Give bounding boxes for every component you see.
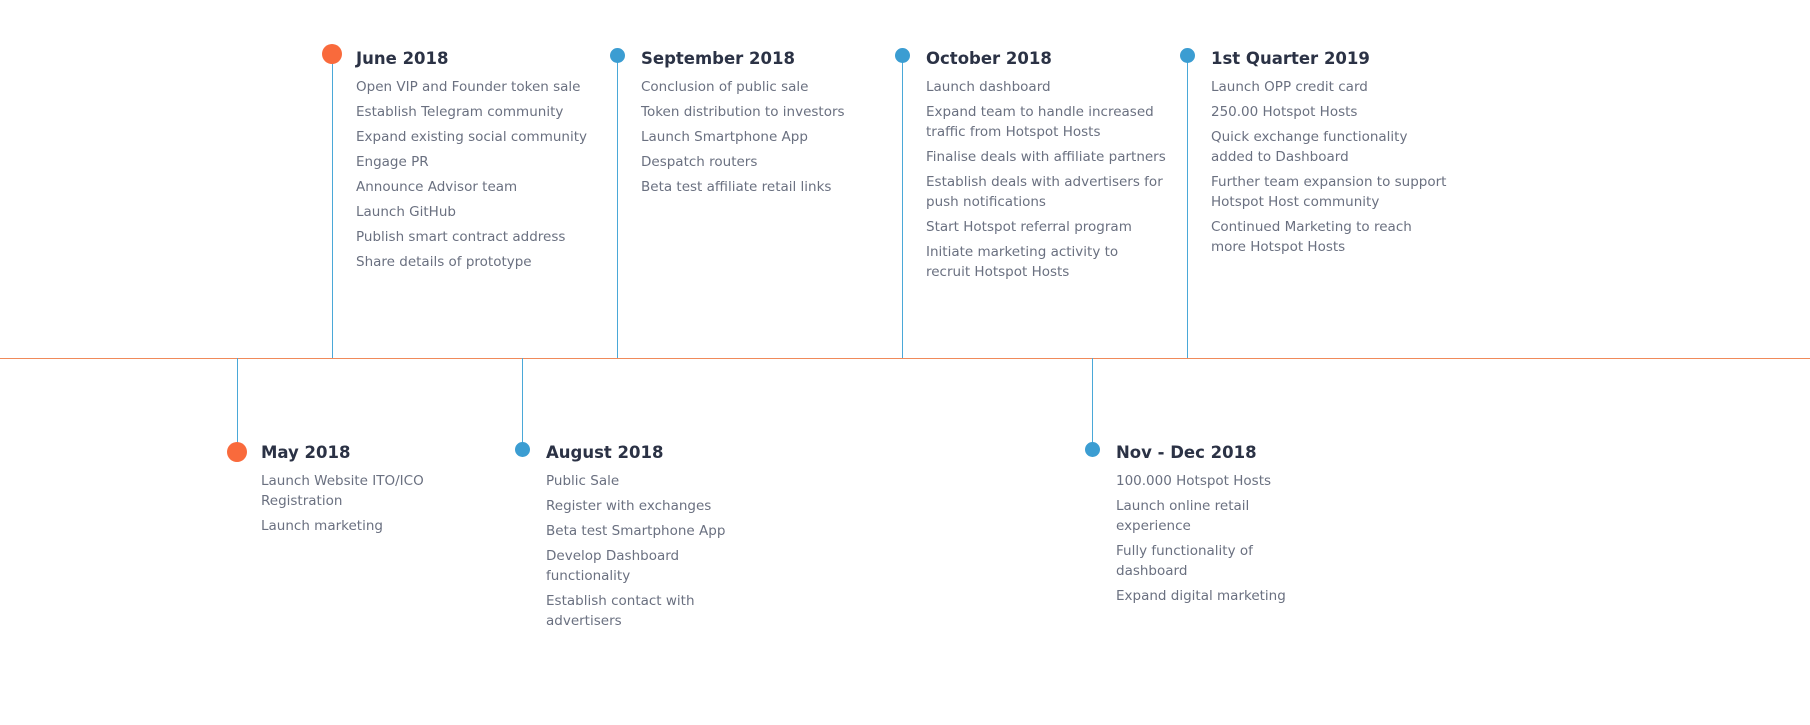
milestone-title: September 2018 bbox=[641, 49, 795, 68]
milestone-item: Continued Marketing to reach more Hotspot Hosts bbox=[1211, 219, 1412, 255]
milestone-september-2018 bbox=[641, 48, 881, 202]
milestone-item: Establish deals with advertisers for push notifications bbox=[926, 174, 1163, 210]
milestone-item: 250.00 Hotspot Hosts bbox=[1211, 104, 1358, 120]
milestone-item-list bbox=[1211, 77, 1451, 257]
milestone-title: October 2018 bbox=[926, 49, 1052, 68]
milestone-dot-october-2018 bbox=[895, 48, 910, 63]
stem-nov-dec-2018 bbox=[1092, 358, 1093, 450]
milestone-item: Launch marketing bbox=[261, 518, 383, 534]
milestone-item: Register with exchanges bbox=[546, 498, 712, 514]
milestone-item: Start Hotspot referral program bbox=[926, 219, 1132, 235]
milestone-item: Further team expansion to support Hotspot Host community bbox=[1211, 174, 1447, 210]
milestone-item: Public Sale bbox=[546, 473, 620, 489]
milestone-item-list bbox=[641, 77, 881, 197]
milestone-dot-june-2018 bbox=[322, 44, 342, 64]
milestone-item: Launch GitHub bbox=[356, 204, 456, 220]
milestone-title: May 2018 bbox=[261, 443, 351, 462]
timeline-axis bbox=[0, 358, 1810, 359]
milestone-item: Beta test Smartphone App bbox=[546, 523, 726, 539]
milestone-item: Expand existing social community bbox=[356, 129, 587, 145]
milestone-item-list bbox=[261, 471, 441, 536]
milestone-item: Despatch routers bbox=[641, 154, 758, 170]
stem-september-2018 bbox=[617, 60, 618, 358]
milestone-dot-august-2018 bbox=[515, 442, 530, 457]
milestone-item: Quick exchange functionality added to Dashboard bbox=[1211, 129, 1408, 165]
milestone-1st-quarter-2019 bbox=[1211, 48, 1451, 262]
milestone-item: Fully functionality of dashboard bbox=[1116, 543, 1253, 579]
milestone-dot-1st-quarter-2019 bbox=[1180, 48, 1195, 63]
milestone-title: August 2018 bbox=[546, 443, 664, 462]
stem-may-2018 bbox=[237, 358, 238, 452]
milestone-dot-nov-dec-2018 bbox=[1085, 442, 1100, 457]
milestone-item-list bbox=[926, 77, 1166, 282]
milestone-october-2018 bbox=[926, 48, 1166, 287]
milestone-item: Launch Smartphone App bbox=[641, 129, 808, 145]
milestone-item: Establish Telegram community bbox=[356, 104, 564, 120]
stem-august-2018 bbox=[522, 358, 523, 450]
milestone-item: 100.000 Hotspot Hosts bbox=[1116, 473, 1272, 489]
milestone-item: Launch OPP credit card bbox=[1211, 79, 1368, 95]
milestone-item: Expand team to handle increased traffic from Hotspot Hosts bbox=[926, 104, 1154, 140]
milestone-item: Beta test affiliate retail links bbox=[641, 179, 832, 195]
milestone-june-2018 bbox=[356, 48, 596, 277]
milestone-item-list bbox=[546, 471, 726, 631]
milestone-item: Establish contact with advertisers bbox=[546, 593, 695, 629]
milestone-item: Engage PR bbox=[356, 154, 429, 170]
milestone-item: Expand digital marketing bbox=[1116, 588, 1286, 604]
milestone-item-list bbox=[1116, 471, 1286, 606]
milestone-august-2018 bbox=[546, 442, 726, 636]
milestone-item: Launch Website ITO/ICO Registration bbox=[261, 473, 424, 509]
milestone-item: Initiate marketing activity to recruit Hotspot Hosts bbox=[926, 244, 1119, 280]
milestone-item-list bbox=[356, 77, 596, 272]
milestone-item: Conclusion of public sale bbox=[641, 79, 809, 95]
milestone-nov-dec-2018 bbox=[1116, 442, 1286, 611]
stem-october-2018 bbox=[902, 60, 903, 358]
milestone-title: Nov - Dec 2018 bbox=[1116, 443, 1257, 462]
milestone-dot-may-2018 bbox=[227, 442, 247, 462]
milestone-item: Token distribution to investors bbox=[641, 104, 845, 120]
milestone-item: Launch dashboard bbox=[926, 79, 1051, 95]
milestone-dot-september-2018 bbox=[610, 48, 625, 63]
milestone-title: 1st Quarter 2019 bbox=[1211, 49, 1370, 68]
stem-june-2018 bbox=[332, 60, 333, 358]
milestone-item: Launch online retail experience bbox=[1116, 498, 1250, 534]
milestone-item: Finalise deals with affiliate partners bbox=[926, 149, 1166, 165]
milestone-item: Share details of prototype bbox=[356, 254, 532, 270]
stem-1st-quarter-2019 bbox=[1187, 60, 1188, 358]
milestone-item: Publish smart contract address bbox=[356, 229, 566, 245]
milestone-title: June 2018 bbox=[356, 49, 449, 68]
milestone-item: Open VIP and Founder token sale bbox=[356, 79, 581, 95]
milestone-item: Announce Advisor team bbox=[356, 179, 518, 195]
milestone-may-2018 bbox=[261, 442, 441, 541]
milestone-item: Develop Dashboard functionality bbox=[546, 548, 680, 584]
